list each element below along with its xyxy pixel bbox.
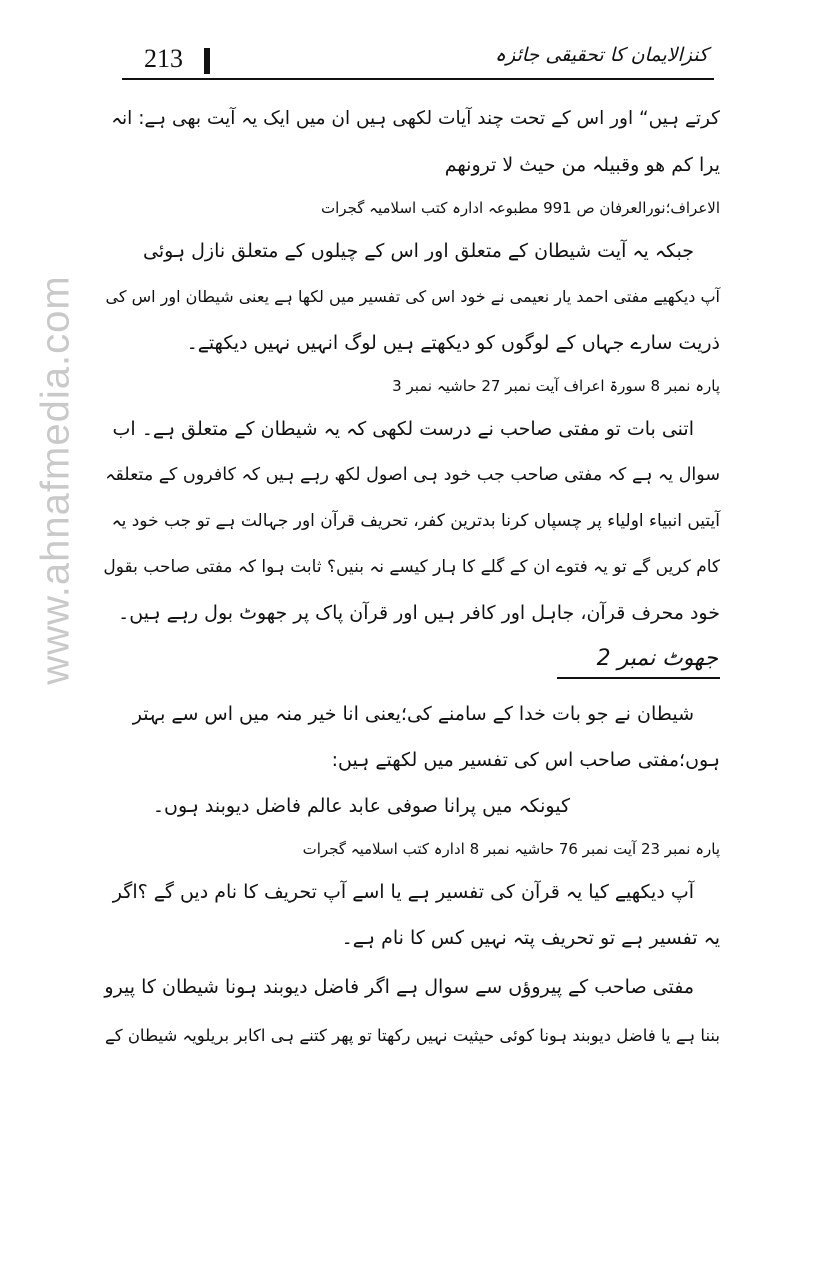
- text-line: آپ دیکھیے کیا یہ قرآن کی تفسیر ہے یا اسے آپ تحریف کا نام دیں گے ؟اگر: [112, 881, 694, 903]
- text-line: سوال یہ ہے کہ مفتی صاحب جب خود ہی اصول لکھ رہے ہیں کہ کافروں کے متعلقہ: [105, 465, 720, 485]
- page-header: [122, 40, 714, 80]
- text-line: یہ تفسیر ہے تو تحریف پتہ نہیں کس کا نام ہے۔: [341, 927, 720, 949]
- text-line: اتنی بات تو مفتی صاحب نے درست لکھی کہ یہ شیطان کے متعلق ہے۔ اب: [112, 418, 694, 440]
- text-line: ہوں؛مفتی صاحب اس کی تفسیر میں لکھتے ہیں:: [331, 749, 720, 771]
- reference-line: پارہ نمبر 8 سورۃ اعراف آیت نمبر 27 حاشیہ نمبر 3: [392, 377, 720, 395]
- quoted-line: کیونکہ میں پرانا صوفی عابد عالم فاضل دیوبند ہوں۔: [152, 795, 570, 817]
- text-line: یرا کم ھو وقبیلہ من حیث لا ترونھم: [444, 154, 720, 176]
- text-line: مفتی صاحب کے پیروؤں سے سوال ہے اگر فاضل دیوبند ہونا شیطان کا پیرو: [104, 976, 694, 998]
- text-line: آیتیں انبیاء اولیاء پر چسپاں کرنا بدترین کفر، تحریف قرآن اور جہالت ہے تو جب خود یہ: [111, 511, 720, 531]
- running-title: کنزالایمان کا تحقیقی جائزہ: [494, 44, 708, 66]
- text-line: آپ دیکھیے مفتی احمد یار نعیمی نے خود اس کی تفسیر میں لکھا ہے یعنی شیطان اور اس کی: [105, 287, 720, 306]
- header-divider: [204, 48, 210, 74]
- reference-line: پارہ نمبر 23 آیت نمبر 76 حاشیہ نمبر 8 ادارہ کتب اسلامیہ گجرات: [302, 840, 720, 858]
- reference-line: الاعراف؛نورالعرفان ص 991 مطبوعہ ادارہ کتب اسلامیہ گجرات: [321, 199, 720, 217]
- text-line: شیطان نے جو بات خدا کے سامنے کی؛یعنی انا خیر منہ میں اس سے بہتر: [132, 703, 694, 725]
- text-line: خود محرف قرآن، جاہل اور کافر ہیں اور قرآن پاک پر جھوٹ بول رہے ہیں۔: [118, 602, 720, 624]
- page-body: [100, 96, 720, 1059]
- section-heading: جھوٹ نمبر 2: [557, 646, 720, 679]
- watermark: www.ahnafmedia.com: [33, 275, 78, 685]
- text-line: بننا ہے یا فاضل دیوبند ہونا کوئی حیثیت نہیں رکھتا تو پھر کتنے ہی اکابر بریلویہ شیطان کے: [105, 1026, 720, 1045]
- text-line: جبکہ یہ آیت شیطان کے متعلق اور اس کے چیلوں کے متعلق نازل ہوئی: [143, 240, 694, 262]
- text-line: کرتے ہیں“ اور اس کے تحت چند آیات لکھی ہیں ان میں ایک یہ آیت بھی ہے: انہ: [111, 108, 720, 129]
- text-line: ذریت سارے جہاں کے لوگوں کو دیکھتے ہیں لوگ انہیں نہیں دیکھتے۔: [186, 332, 720, 354]
- page-number: 213: [144, 44, 183, 73]
- section-heading-wrap: [100, 636, 720, 691]
- text-line: کام کریں گے تو یہ فتوے ان کے گلے کا ہار کیسے نہ بنیں؟ ثابت ہوا کہ مفتی صاحب بقول: [103, 557, 720, 577]
